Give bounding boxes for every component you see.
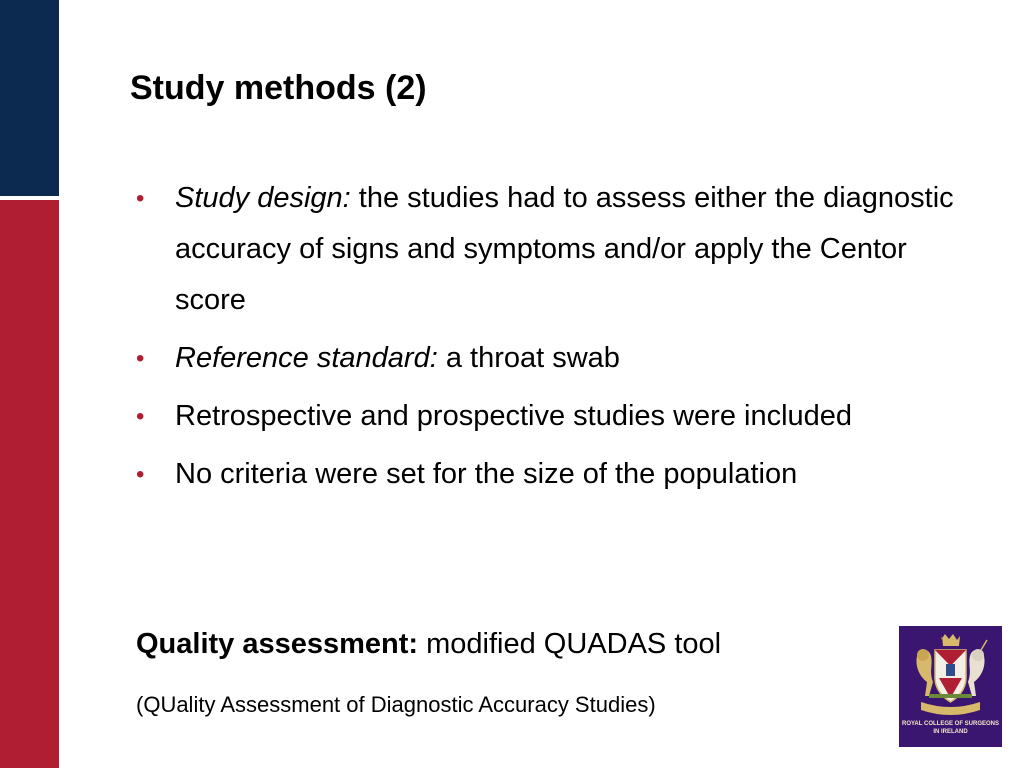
logo-caption [899,720,1002,736]
bullet-text: No criteria were set for the size of the population [175,458,798,490]
red-accent-bar [0,200,59,768]
rcsi-logo [899,626,1002,747]
quality-assessment-line [136,622,721,666]
bullet-lead: Reference standard: [175,342,438,374]
quadas-expansion: (QUality Assessment of Diagnostic Accuracy Studies) [136,692,656,717]
bullet-text: the studies had to assess either the diagnostic accuracy of signs and symptoms and/or apply the Centor score [175,182,954,316]
bullet-icon: • [136,185,145,212]
bullet-icon: • [136,403,145,430]
slide-title: Study methods (2) [130,69,427,107]
bullet-item-reference-standard [136,333,966,384]
navy-accent-bar [0,0,59,196]
bullet-icon: • [136,345,145,372]
bullet-text: Retrospective and prospective studies were included [175,400,853,432]
bullet-item-study-design [136,173,966,326]
bullet-icon: • [136,461,145,488]
logo-caption-line2: IN IRELAND [933,729,968,735]
bullet-list [136,173,966,507]
bullet-item-population [136,449,966,500]
bullet-text: a throat swab [437,342,620,374]
bullet-item-retrospective [136,391,966,442]
quality-assessment-text: modified QUADAS tool [418,628,722,660]
logo-caption-line1: ROYAL COLLEGE OF SURGEONS [901,721,999,727]
bullet-lead: Study design: [175,182,351,214]
quality-assessment-label: Quality assessment: [136,628,419,660]
